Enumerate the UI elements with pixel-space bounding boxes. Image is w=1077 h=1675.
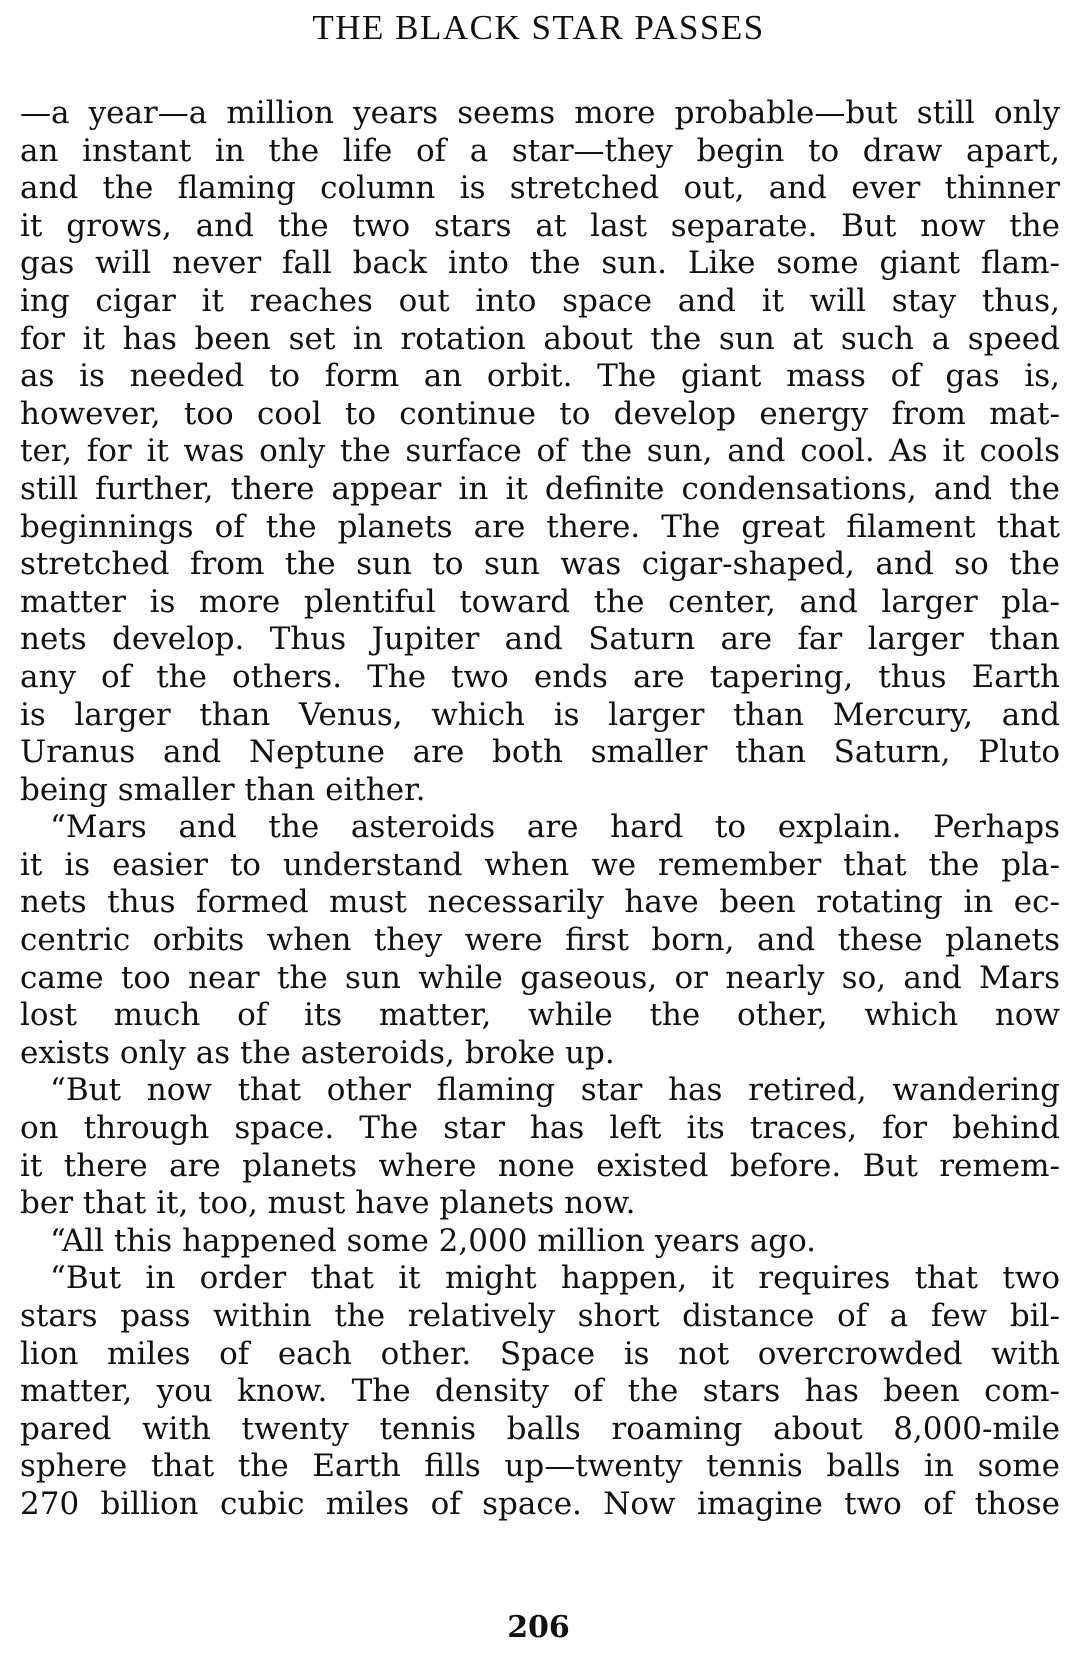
text-line: it is easier to understand when we remember that the pla-	[20, 846, 1060, 883]
text-line: matter, you know. The density of the stars has been com-	[20, 1373, 1060, 1410]
text-line: an instant in the life of a star—they begin to draw apart,	[20, 132, 1060, 169]
text-line: exists only as the asteroids, broke up.	[20, 1034, 615, 1071]
running-head: THE BLACK STAR PASSES	[312, 8, 765, 47]
text-line: however, too cool to continue to develop energy from mat-	[20, 395, 1060, 432]
body-text	[20, 95, 1060, 1524]
text-line: gas will never fall back into the sun. Like some giant flam-	[20, 245, 1060, 282]
text-line: came too near the sun while gaseous, or nearly so, and Mars	[20, 959, 1060, 996]
text-line: 270 billion cubic miles of space. Now imagine two of those	[20, 1485, 1060, 1522]
text-line: any of the others. The two ends are tapering, thus Earth	[20, 658, 1060, 695]
text-line: “All this happened some 2,000 million years ago.	[50, 1222, 817, 1259]
text-line: nets thus formed must necessarily have been rotating in ec-	[20, 884, 1060, 921]
text-line: stars pass within the relatively short distance of a few bil-	[20, 1298, 1060, 1334]
text-line: lion miles of each other. Space is not overcrowded with	[20, 1335, 1060, 1372]
text-line: pared with twenty tennis balls roaming about 8,000-mile	[20, 1410, 1060, 1447]
text-line: sphere that the Earth fills up—twenty tennis balls in some	[20, 1448, 1060, 1485]
text-line: lost much of its matter, while the other, which now	[20, 997, 1060, 1034]
text-line: still further, there appear in it definite condensations, and the	[20, 470, 1060, 507]
text-line: “Mars and the asteroids are hard to explain. Perhaps	[50, 809, 1060, 846]
text-line: Uranus and Neptune are both smaller than Saturn, Pluto	[20, 734, 1060, 771]
text-line: as is needed to form an orbit. The giant mass of gas is,	[20, 358, 1060, 395]
text-line: ing cigar it reaches out into space and it will stay thus,	[20, 282, 1060, 319]
text-line: on through space. The star has left its traces, for behind	[20, 1110, 1060, 1147]
text-line: stretched from the sun to sun was cigar-shaped, and so the	[20, 546, 1060, 583]
text-line: “But in order that it might happen, it requires that two	[50, 1260, 1060, 1297]
text-line: beginnings of the planets are there. The great filament that	[20, 508, 1060, 545]
text-line: ter, for it was only the surface of the sun, and cool. As it cools	[20, 433, 1060, 470]
text-line: and the flaming column is stretched out, and ever thinner	[20, 170, 1060, 207]
text-line: nets develop. Thus Jupiter and Saturn are far larger than	[20, 621, 1060, 658]
text-line: is larger than Venus, which is larger than Mercury, and	[20, 696, 1060, 733]
text-line: being smaller than either.	[20, 771, 426, 808]
page-number: 206	[507, 1610, 570, 1645]
text-line: centric orbits when they were first born, and these planets	[20, 922, 1060, 959]
text-line: matter is more plentiful toward the center, and larger pla-	[20, 583, 1060, 620]
text-line: it there are planets where none existed before. But remem-	[20, 1147, 1060, 1184]
text-line: “But now that other flaming star has retired, wandering	[50, 1072, 1060, 1109]
text-line: —a year—a million years seems more probable—but still only	[20, 95, 1060, 131]
text-line: it grows, and the two stars at last separate. But now the	[20, 207, 1060, 244]
text-line: for it has been set in rotation about the sun at such a speed	[20, 320, 1060, 357]
text-line: ber that it, too, must have planets now.	[20, 1185, 636, 1222]
